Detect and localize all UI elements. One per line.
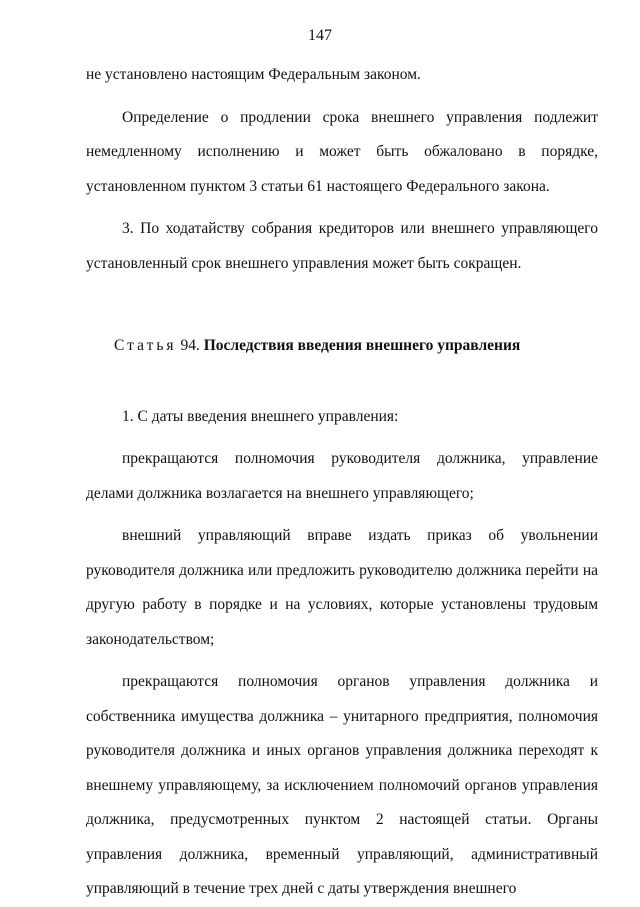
paragraph-continuation: не установлено настоящим Федеральным законом.: [86, 66, 421, 83]
paragraph-clause-1: 1. С даты введения внешнего управления:: [122, 407, 399, 425]
article-number: 94.: [176, 337, 200, 354]
page-number: 147: [308, 27, 332, 44]
article-label: Статья: [114, 337, 177, 354]
paragraph-powers-terminated: прекращаются полномочия руководителя должника, управление делами должника возлагается на внешнего управляющего;: [86, 450, 598, 502]
paragraph-clause-3: 3. По ходатайству собрания кредиторов или внешнего управляющего установленный срок внешнего управления может быть сокращен.: [86, 220, 598, 272]
article-heading: [86, 329, 598, 364]
article-title: Последствия введения внешнего управления: [199, 337, 521, 354]
paragraph-dismissal-order: внешний управляющий вправе издать приказ об увольнении руководителя должника или предложить руководителю должника перейти на другую работу в порядке и на условиях, которые установлены трудовым законодательством;: [86, 527, 598, 648]
paragraph-extension-ruling: Определение о продлении срока внешнего управления подлежит немедленному исполнению и может быть обжаловано в порядке, установленном пунктом 3 статьи 61 настоящего Федерального закона.: [86, 108, 598, 195]
document-body: [86, 58, 598, 907]
paragraph-bodies-powers: прекращаются полномочия органов управления должника и собственника имущества должника – унитарного предприятия, полномочия руководителя должника и иных органов управления должника переходят к внешнему управляющему, за исключением полномочий органов управления должника, предусмотренных пунктом 2 настоящей статьи. Органы управления должника, временный управляющий, административный управляющий в течение трех дней с даты утверждения внешнего: [86, 673, 598, 897]
